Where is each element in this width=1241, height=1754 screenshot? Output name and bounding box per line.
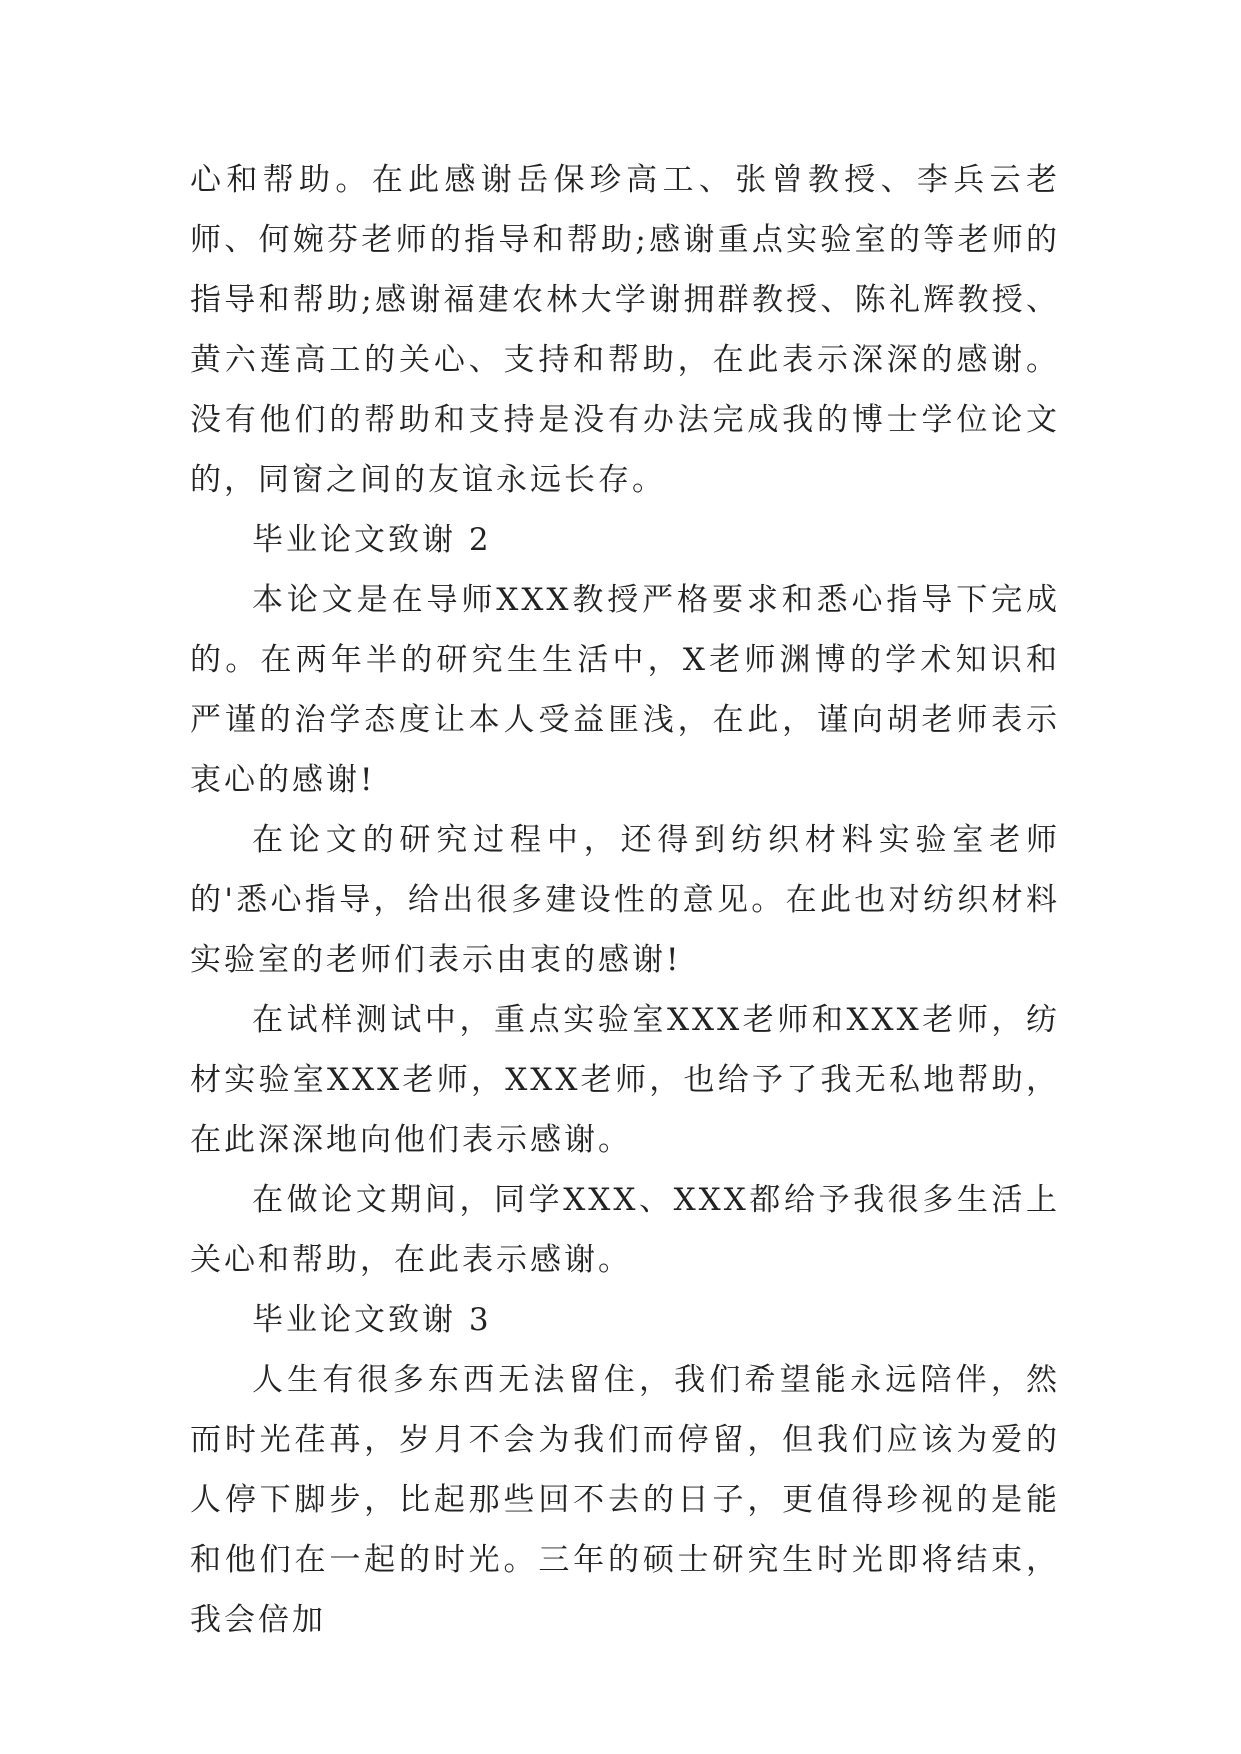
paragraph-continued: 心和帮助。在此感谢岳保珍高工、张曾教授、李兵云老师、何婉芬老师的指导和帮助;感谢重点实验室的等老师的指导和帮助;感谢福建农林大学谢拥群教授、陈礼辉教授、黄六莲高工的关心、支持和帮助，在此表示深深的感谢。没有他们的帮助和支持是没有办法完成我的博士学位论文的，同窗之间的友谊永远长存。 [190,162,1060,498]
section-heading-3: 毕业论文致谢 3 [252,1302,492,1338]
document-body [190,150,1060,1650]
paragraph: 本论文是在导师XXX教授严格要求和悉心指导下完成的。在两年半的研究生生活中，X老师渊博的学术知识和严谨的治学态度让本人受益匪浅，在此，谨向胡老师表示衷心的感谢! [190,582,1060,798]
paragraph: 在做论文期间，同学XXX、XXX都给予我很多生活上关心和帮助，在此表示感谢。 [190,1182,1060,1278]
paragraph: 在试样测试中，重点实验室XXX老师和XXX老师，纺材实验室XXX老师，XXX老师，也给予了我无私地帮助，在此深深地向他们表示感谢。 [190,1002,1060,1158]
paragraph: 在论文的研究过程中，还得到纺织材料实验室老师的'悉心指导，给出很多建设性的意见。在此也对纺织材料实验室的老师们表示由衷的感谢! [190,822,1060,978]
section-heading-2: 毕业论文致谢 2 [252,522,492,558]
paragraph: 人生有很多东西无法留住，我们希望能永远陪伴，然而时光荏苒，岁月不会为我们而停留，但我们应该为爱的人停下脚步，比起那些回不去的日子，更值得珍视的是能和他们在一起的时光。三年的硕士研究生时光即将结束，我会倍加 [190,1362,1060,1638]
